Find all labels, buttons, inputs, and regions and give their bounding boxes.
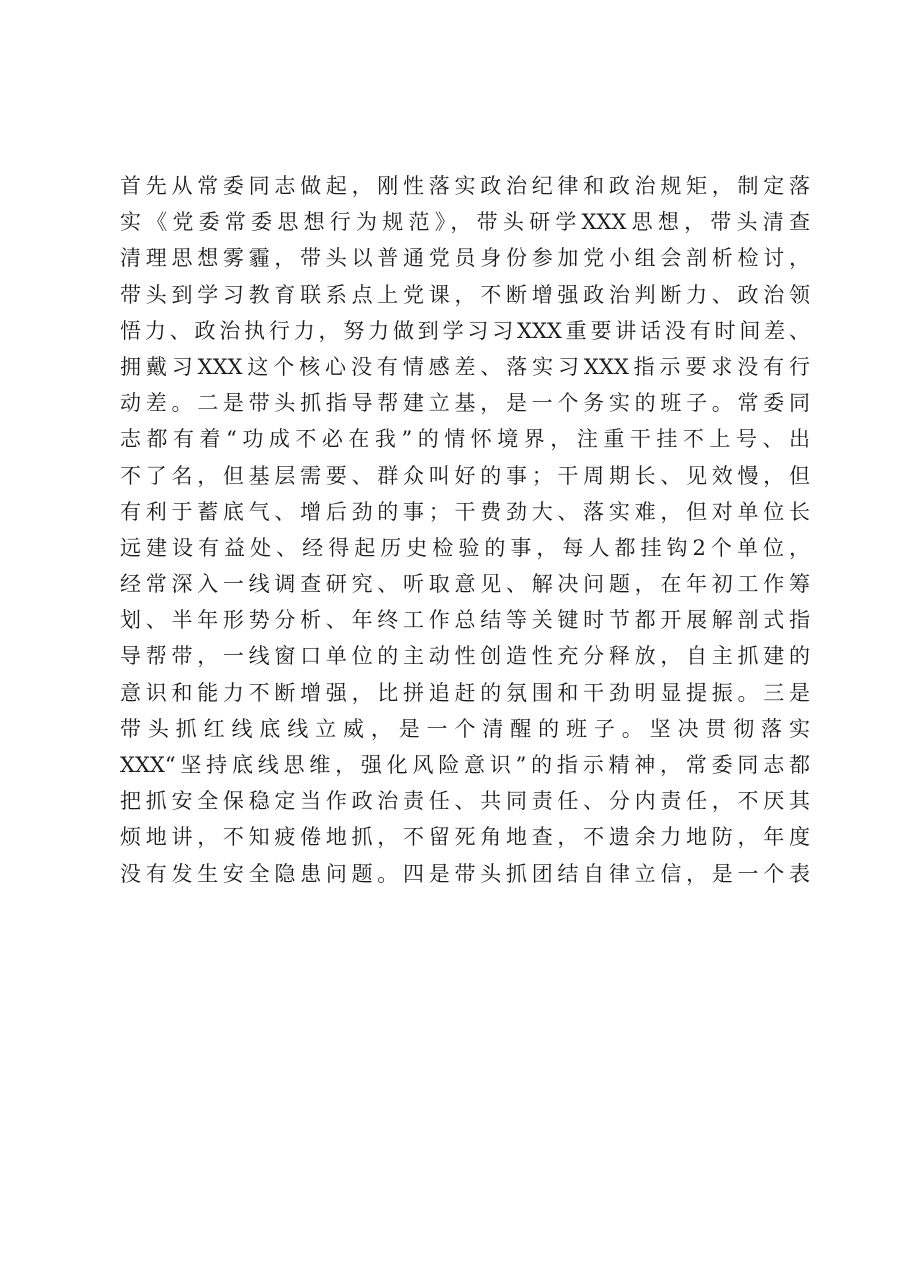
text-line: 带头到学习教育联系点上党课，不断增强政治判断力、政治领 [120, 282, 810, 307]
text-line: 导帮带，一线窗口单位的主动性创造性充分释放，自主抓建的 [120, 644, 810, 669]
text-line: 动差。二是带头抓指导帮建立基，是一个务实的班子。常委同 [120, 391, 810, 416]
text-line: 把抓安全保稳定当作政治责任、共同责任、分内责任，不厌其 [120, 789, 810, 814]
text-line: 志都有着“功成不必在我”的情怀境界，注重干挂不上号、出 [120, 427, 810, 452]
text-line: 远建设有益处、经得起历史检验的事，每人都挂钩2个单位， [120, 535, 810, 560]
text-line: 悟力、政治执行力，努力做到学习习XXX重要讲话没有时间差、 [120, 318, 810, 343]
text-line: 清理思想雾霾，带头以普通党员身份参加党小组会剖析检讨， [120, 246, 810, 271]
text-line: XXX“坚持底线思维，强化风险意识”的指示精神，常委同志都 [120, 753, 810, 777]
text-line: 有利于蓄底气、增后劲的事；干费劲大、落实难，但对单位长 [120, 499, 810, 524]
text-line: 意识和能力不断增强，比拼追赶的氛围和干劲明显提振。三是 [120, 680, 810, 705]
text-line: 拥戴习XXX这个核心没有情感差、落实习XXX指示要求没有行 [120, 354, 810, 379]
text-line: 不了名，但基层需要、群众叫好的事；干周期长、见效慢，但 [120, 463, 810, 488]
text-line: 没有发生安全隐患问题。四是带头抓团结自律立信，是一个表 [120, 861, 810, 886]
text-line: 首先从常委同志做起，刚性落实政治纪律和政治规矩，制定落 [120, 174, 810, 198]
text-line: 划、半年形势分析、年终工作总结等关键时节都开展解剖式指 [120, 608, 810, 633]
text-line: 烦地讲，不知疲倦地抓，不留死角地查，不遗余力地防，年度 [120, 825, 810, 850]
body-paragraph [120, 168, 810, 892]
text-line: 经常深入一线调查研究、听取意见、解决问题，在年初工作筹 [120, 572, 810, 597]
text-line: 实《党委常委思想行为规范》，带头研学XXX思想，带头清查 [120, 210, 810, 235]
text-line: 带头抓红线底线立威，是一个清醒的班子。坚决贯彻落实 [120, 716, 810, 741]
